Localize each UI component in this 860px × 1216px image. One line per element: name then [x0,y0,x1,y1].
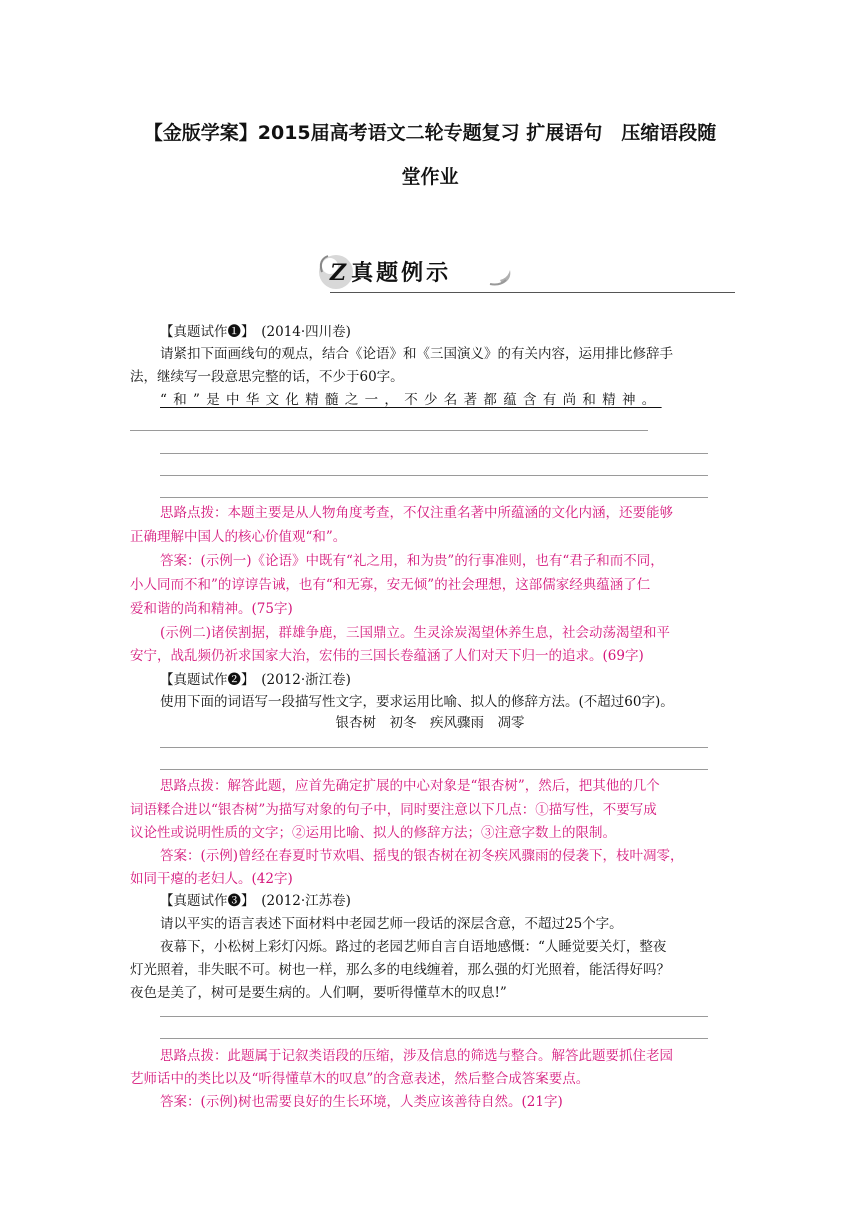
q1-prompt-line1: 请紧扣下面画线句的观点，结合《论语》和《三国演义》的有关内容，运用排比修辞手 [160,346,673,362]
answer-line [160,769,708,770]
document-title-line1: 【金版学案】2015届高考语文二轮专题复习 扩展语句 压缩语段随 [143,122,717,144]
q1-prompt-line2: 法，继续写一段意思完整的话，不少于60字。 [130,369,404,385]
banner-underline [330,292,735,293]
q3-material-line1: 夜幕下，小松树上彩灯闪烁。路过的老园艺师自言自语地感慨：“人睡觉要关灯，整夜 [160,939,667,955]
banner-label: 真题例示 [351,261,452,286]
q3-answer-line1: 答案：(示例)树也需要良好的生长环境，人类应该善待自然。(21字) [160,1094,563,1110]
q3-material-line3: 夜色是美了，树可是要生病的。人们啊，要听得懂草木的叹息!” [130,985,507,1001]
q1-answer-line2: 小人同而不和”的谆谆告诫，也有“和无寡，安无倾”的社会理想，这部儒家经典蕴涵了仁 [130,577,651,593]
q3-header: 【真题试作❸】 (2012·江苏卷) [160,893,351,909]
answer-line [160,475,708,476]
q1-hint-line2: 正确理解中国人的核心价值观“和”。 [130,529,347,545]
q2-word-list: 银杏树 初冬 疾风骤雨 凋零 [335,715,525,731]
q3-hint-line1: 思路点拨：此题属于记叙类语段的压缩，涉及信息的筛选与整合。解答此题要抓住老园 [160,1048,673,1064]
banner-z-letter: Z [330,260,350,286]
q2-hint-line3: 议论性或说明性质的文字；②运用比喻、拟人的修辞方法；③注意字数上的限制。 [130,825,616,841]
q2-hint-line1: 思路点拨：解答此题，应首先确定扩展的中心对象是“银杏树”，然后，把其他的几个 [160,778,660,794]
q3-hint-line2: 艺师话中的类比以及“听得懂草木的叹息”的含意表述，然后整合成答案要点。 [130,1071,590,1087]
document-title-line2: 堂作业 [401,166,459,188]
q2-prompt: 使用下面的词语写一段描写性文字，要求运用比喻、拟人的修辞方法。(不超过60字)。 [160,694,674,710]
q1-hint-line1: 思路点拨：本题主要是从人物角度考查，不仅注重名著中所蕴涵的文化内涵，还要能够 [160,505,673,521]
q1-underlined-sentence: “和”是中华文化精髓之一，不少名著都蕴含有尚和精神。 [160,392,662,408]
answer-line [160,453,708,454]
q2-hint-line2: 词语糅合进以“银杏树”为描写对象的句子中，同时要注意以下几点：①描写性，不要写成 [130,802,657,818]
q1-answer-line1: 答案：(示例一)《论语》中既有“礼之用，和为贵”的行事准则，也有“君子和而不同， [160,553,664,569]
answer-line [160,1038,708,1039]
q1-answer-line3: 爱和谐的尚和精神。(75字) [130,601,293,617]
answer-line [130,430,648,431]
answer-line [160,747,708,748]
answer-line [160,1016,708,1017]
q1-header: 【真题试作❶】 (2014·四川卷) [160,324,351,340]
q3-prompt: 请以平实的语言表述下面材料中老园艺师一段话的深层含意，不超过25个字。 [160,916,623,932]
q2-answer-line1: 答案：(示例)曾经在春夏时节欢唱、摇曳的银杏树在初冬疾风骤雨的侵袭下，枝叶凋零， [160,848,684,864]
q2-answer-line2: 如同干瘪的老妇人。(42字) [130,871,293,887]
section-banner-title [330,256,451,287]
q1-answer-line4: (示例二)诸侯割据，群雄争鹿，三国鼎立。生灵涂炭渴望休养生息，社会动荡渴望和平 [160,625,671,641]
q1-answer-line5: 安宁，战乱频仍祈求国家大治，宏伟的三国长卷蕴涵了人们对天下归一的追求。(69字) [130,648,644,664]
q3-material-line2: 灯光照着，非失眠不可。树也一样，那么多的电线缠着，那么强的灯光照着，能活得好吗？ [130,962,670,978]
answer-line [160,497,708,498]
q2-header: 【真题试作❷】 (2012·浙江卷) [160,672,351,688]
